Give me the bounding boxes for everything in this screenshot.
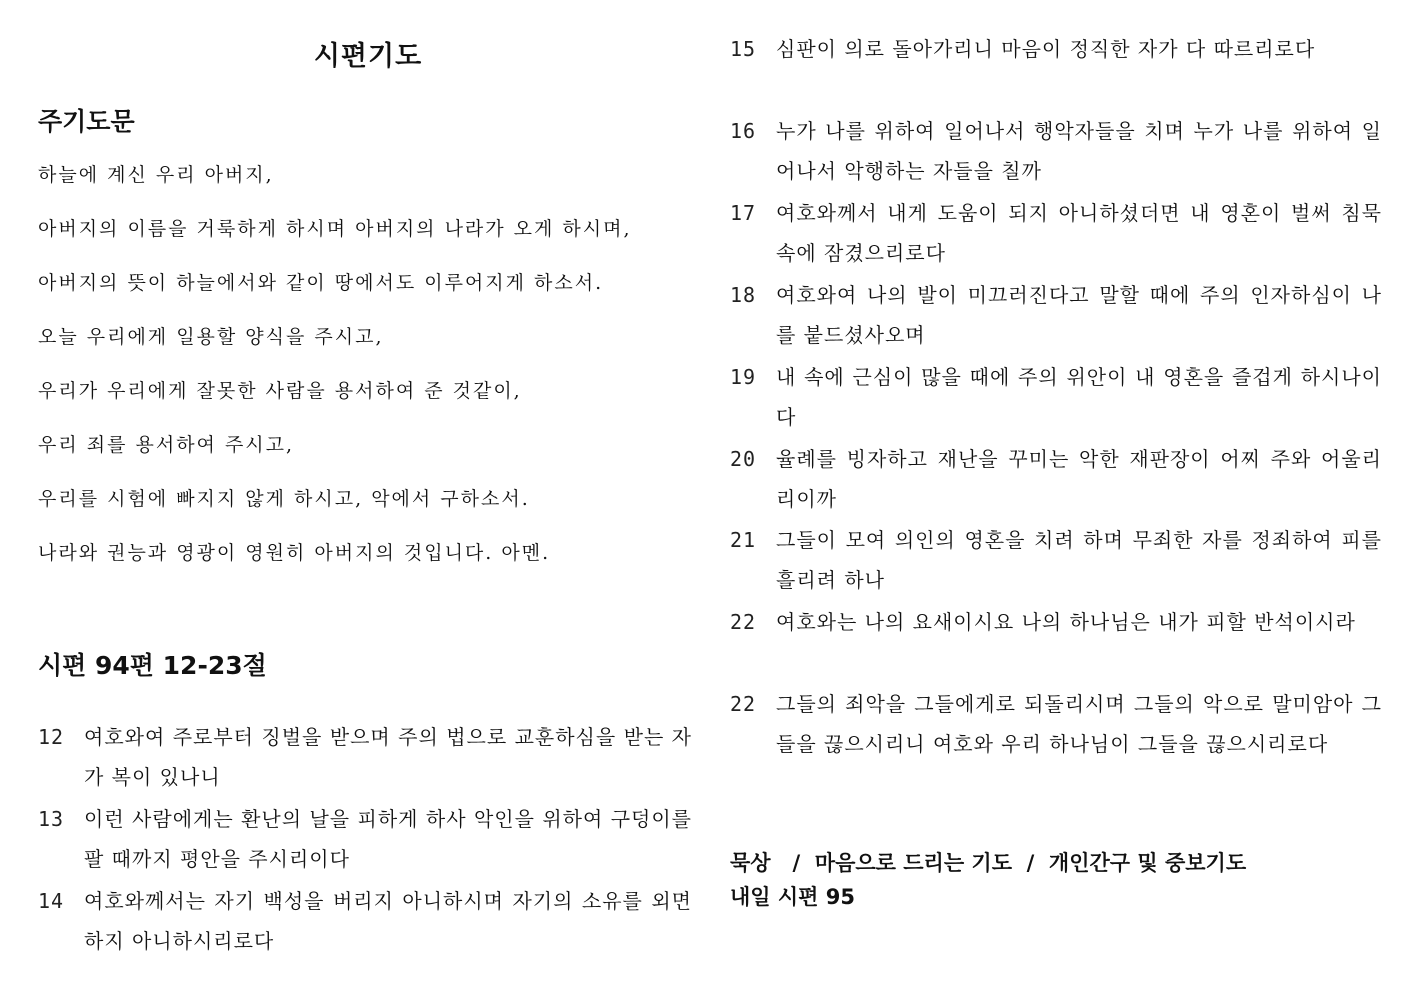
verse-number: 13 — [38, 807, 65, 831]
verse — [730, 357, 1382, 437]
verse-text: 내 속에 근심이 많을 때에 주의 위안이 내 영혼을 즐겁게 하시나이다 — [776, 365, 1382, 429]
psalm-heading: 시편 94편 12-23절 — [38, 651, 267, 680]
verse — [730, 520, 1382, 600]
verse-number: 20 — [730, 447, 757, 471]
verse — [730, 193, 1382, 273]
verse — [730, 111, 1382, 191]
verse-number: 17 — [730, 201, 757, 225]
verse-number: 18 — [730, 283, 757, 307]
verse — [730, 684, 1382, 764]
verse-number: 19 — [730, 365, 757, 389]
page-title: 시편기도 — [313, 41, 423, 72]
meditation-footer: 묵상 / 마음으로 드리는 기도 / 개인간구 및 중보기도 — [730, 851, 1247, 875]
verse — [730, 439, 1382, 519]
verse-number: 21 — [730, 528, 757, 552]
tomorrow-psalm: 내일 시편 95 — [730, 885, 855, 909]
prayer-line: 하늘에 계신 우리 아버지, — [38, 164, 274, 186]
verse-number: 15 — [730, 37, 757, 61]
verse-number: 16 — [730, 119, 757, 143]
verse — [38, 799, 692, 879]
verse — [730, 602, 1382, 642]
prayer-line: 우리를 시험에 빠지지 않게 하시고, 악에서 구하소서. — [38, 488, 530, 510]
verse-text: 여호와는 나의 요새이시요 나의 하나님은 내가 피할 반석이시라 — [776, 610, 1356, 634]
verse-text: 심판이 의로 돌아가리니 마음이 정직한 자가 다 따르리로다 — [776, 37, 1316, 61]
prayer-line: 나라와 권능과 영광이 영원히 아버지의 것입니다. 아멘. — [38, 542, 551, 564]
prayer-line: 우리 죄를 용서하여 주시고, — [38, 434, 295, 456]
prayer-line: 우리가 우리에게 잘못한 사람을 용서하여 준 것같이, — [38, 380, 522, 402]
verse-text: 여호와여 주로부터 징벌을 받으며 주의 법으로 교훈하심을 받는 자가 복이 있나니 — [84, 725, 692, 789]
verse-text: 여호와께서는 자기 백성을 버리지 아니하시며 자기의 소유를 외면하지 아니하시리로다 — [84, 889, 692, 953]
verse-number: 12 — [38, 725, 65, 749]
verse-text: 그들의 죄악을 그들에게로 되돌리시며 그들의 악으로 말미암아 그들을 끊으시리니 여호와 우리 하나님이 그들을 끊으시리로다 — [776, 692, 1382, 756]
verse — [730, 275, 1382, 355]
prayer-line: 아버지의 뜻이 하늘에서와 같이 땅에서도 이루어지게 하소서. — [38, 272, 604, 294]
verse-number: 14 — [38, 889, 65, 913]
prayer-line: 오늘 우리에게 일용할 양식을 주시고, — [38, 326, 384, 348]
verse-text: 여호와께서 내게 도움이 되지 아니하셨더면 내 영혼이 벌써 침묵 속에 잠겼으리로다 — [776, 201, 1382, 265]
verse — [730, 29, 1382, 69]
verse-text: 율례를 빙자하고 재난을 꾸미는 악한 재판장이 어찌 주와 어울리리이까 — [776, 447, 1382, 511]
verse-number: 22 — [730, 692, 757, 716]
verse-text: 여호와여 나의 발이 미끄러진다고 말할 때에 주의 인자하심이 나를 붙드셨사오며 — [776, 283, 1382, 347]
verse-text: 이런 사람에게는 환난의 날을 피하게 하사 악인을 위하여 구덩이를 팔 때까지 평안을 주시리이다 — [84, 807, 692, 871]
verse-text: 그들이 모여 의인의 영혼을 치려 하며 무죄한 자를 정죄하여 피를 흘리려 하나 — [776, 528, 1382, 592]
verse-text: 누가 나를 위하여 일어나서 행악자들을 치며 누가 나를 위하여 일어나서 악행하는 자들을 칠까 — [776, 119, 1382, 183]
verse — [38, 717, 692, 797]
verse-number: 22 — [730, 610, 757, 634]
lords-prayer-heading: 주기도문 — [38, 107, 135, 136]
prayer-line: 아버지의 이름을 거룩하게 하시며 아버지의 나라가 오게 하시며, — [38, 218, 632, 240]
verse — [38, 881, 692, 961]
